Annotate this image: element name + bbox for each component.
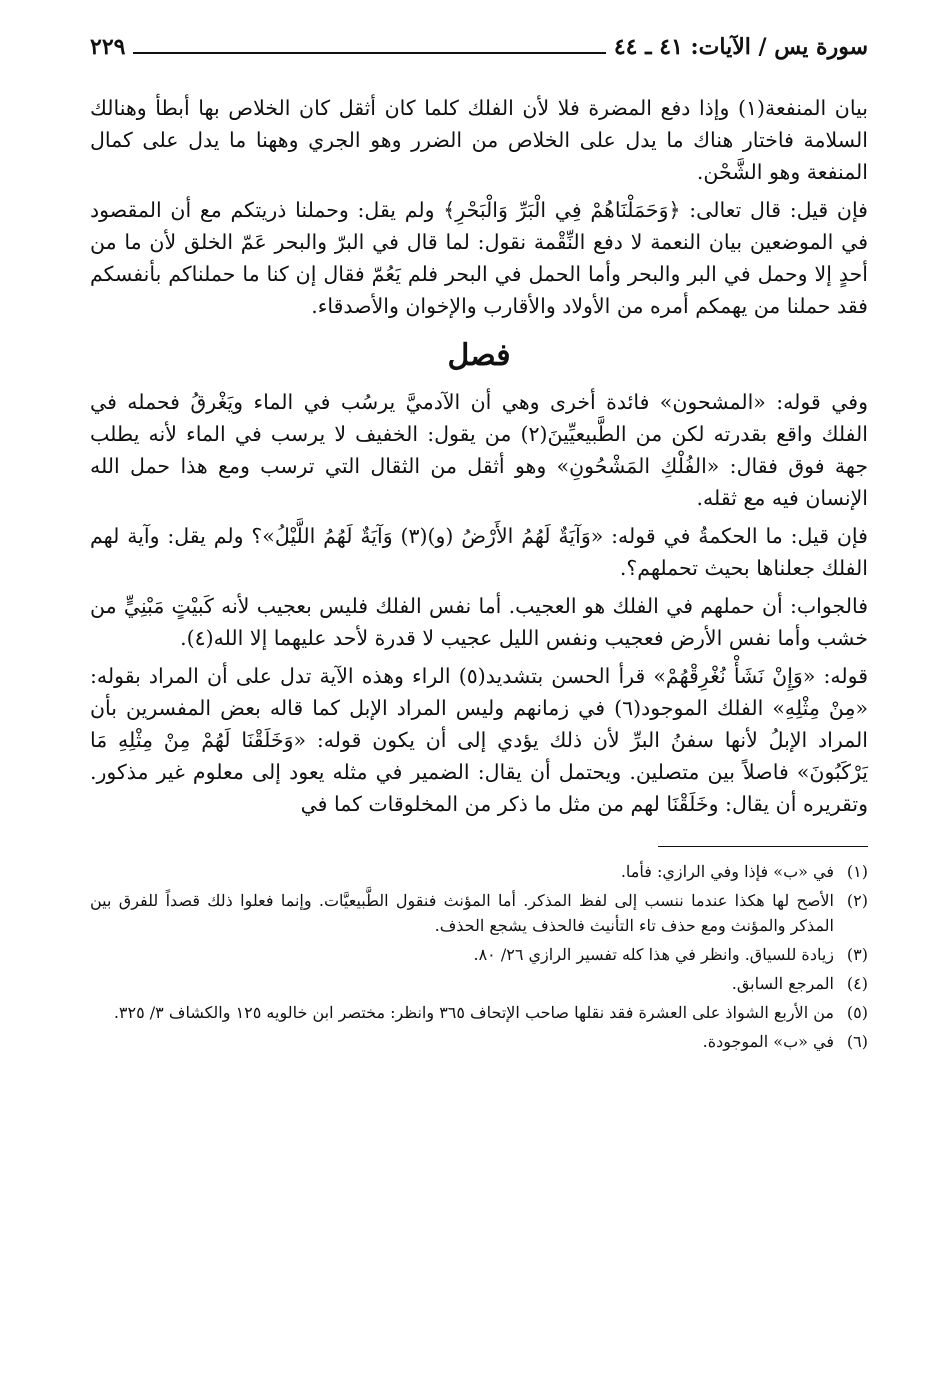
footnote-number: (٤) xyxy=(846,974,868,993)
footnote xyxy=(90,942,868,967)
paragraph: فالجواب: أن حملهم في الفلك هو العجيب. أما نفس الفلك فليس بعجيب لأنه كَبيْتٍ مَبْنِيٍّ من خشب وأما نفس الأرض فعجيب ونفس الليل عجيب لا قدرة لأحد عليهما إلا الله(٤). xyxy=(90,594,868,650)
footnote-text: المرجع السابق. xyxy=(731,974,834,993)
footnote xyxy=(90,1029,868,1054)
paragraph: فإن قيل: ما الحكمةُ في قوله: «وَآيَةٌ لَهُمُ الأَرْضُ (و)(٣) وَآيَةٌ لَهُمُ اللَّيْلُ»؟ ولم يقل: وآية لهم الفلك جعلناها بحيث تحملهم؟. xyxy=(90,524,868,580)
footnote-number: (٢) xyxy=(846,891,868,910)
surah-title: سورة يس / الآيات: ٤١ ـ ٤٤ xyxy=(613,34,868,60)
paragraph: قوله: «وَإِنْ نَشَأْ نُغْرِقْهُمْ» قرأ الحسن بتشديد(٥) الراء وهذه الآية تدل على أن المراد بقوله: «مِنْ مِثْلِهِ» الفلك الموجود(٦) في زمانهم وليس المراد الإبل كما قاله بعض المفسرين بأن المراد الإبلُ لأنها سفنُ البرِّ لأن ذلك يؤدي إلى أن يكون قوله: «وَخَلَقْنَا لَهُمْ مِنْ مِثْلِهِ مَا يَرْكَبُونَ» فاصلاً بين متصلين. ويحتمل أن يقال: الضمير في مثله يعود إلى معلوم غير مذكور. وتقريره أن يقال: وخَلَقْنَا لهم من مثل ما ذكر من المخلوقات كما في xyxy=(90,664,869,816)
footnote xyxy=(90,859,868,884)
footnote-text: الأصح لها هكذا عندما ننسب إلى لفظ المذكر. أما المؤنث فنقول الطَّبيعيَّات. وإنما فعلوا ذلك قصداً للفرق بين المذكر والمؤنث ومع حذف تاء التأنيث فالحذف يشجع الحذف. xyxy=(90,891,834,935)
footnotes xyxy=(90,859,868,1054)
section-heading: فصل xyxy=(447,338,511,373)
footnote xyxy=(90,1000,868,1025)
paragraph: بيان المنفعة(١) وإذا دفع المضرة فلا لأن الفلك كلما كان أثقل كان الخلاص بها أبطأ وهنالك السلامة فاختار هناك ما يدل على الخلاص من الضرر وهو الجري وههنا ما يدل على كمال المنفعة وهو الشَّحْن. xyxy=(90,96,869,184)
page-number: ٢٢٩ xyxy=(90,34,126,60)
footnote-text: زيادة للسياق. وانظر في هذا كله تفسير الرازي ٢٦/ ٨٠. xyxy=(473,945,834,964)
footnote-text: في «ب» فإذا وفي الرازي: فأما. xyxy=(620,862,834,881)
footnote-number: (٣) xyxy=(846,945,868,964)
footnote-number: (٦) xyxy=(846,1032,868,1051)
paragraph: وفي قوله: «المشحون» فائدة أخرى وهي أن الآدميَّ يرسُب في الماء ويَغْرقُ فحمله في الفلك واقع بقدرته لكن من الطَّبيعيِّينَ(٢) من يقول: الخفيف لا يرسب في الماء لأنه يطلب جهة فوق فقال: «الفُلْكِ المَشْحُونِ» وهو أثقل من الثقال التي ترسب ومع هذا حمل الله الإنسان فيه مع ثقله. xyxy=(90,390,868,510)
footnote-divider xyxy=(658,846,868,847)
running-header xyxy=(90,30,868,64)
footnote xyxy=(90,971,868,996)
footnote-text: في «ب» الموجودة. xyxy=(702,1032,834,1051)
footnote-number: (٥) xyxy=(846,1003,868,1022)
footnote-number: (١) xyxy=(846,862,868,881)
footnote xyxy=(90,888,868,938)
header-rule xyxy=(133,52,605,54)
paragraph: فإن قيل: قال تعالى: ﴿وَحَمَلْنَاهُمْ فِي الْبَرِّ وَالْبَحْرِ﴾ ولم يقل: وحملنا ذريتكم مع أن المقصود في الموضعين بيان النعمة لا دفع النِّقْمة نقول: لما قال في البرّ والبحر عَمّ الخلق لأن ما من أحدٍ إلا وحمل في البر والبحر وأما الحمل في البحر فلم يَعُمّ فقال إن كنا ما حملناكم بأنفسكم فقد حملنا من يهمكم أمره من الأولاد والأقارب والإخوان والأصدقاء. xyxy=(90,198,868,318)
main-text xyxy=(90,92,868,820)
footnote-text: من الأربع الشواذ على العشرة فقد نقلها صاحب الإتحاف ٣٦٥ وانظر: مختصر ابن خالويه ١٢٥ والكشاف ٣/ ٣٢٥. xyxy=(113,1003,834,1022)
